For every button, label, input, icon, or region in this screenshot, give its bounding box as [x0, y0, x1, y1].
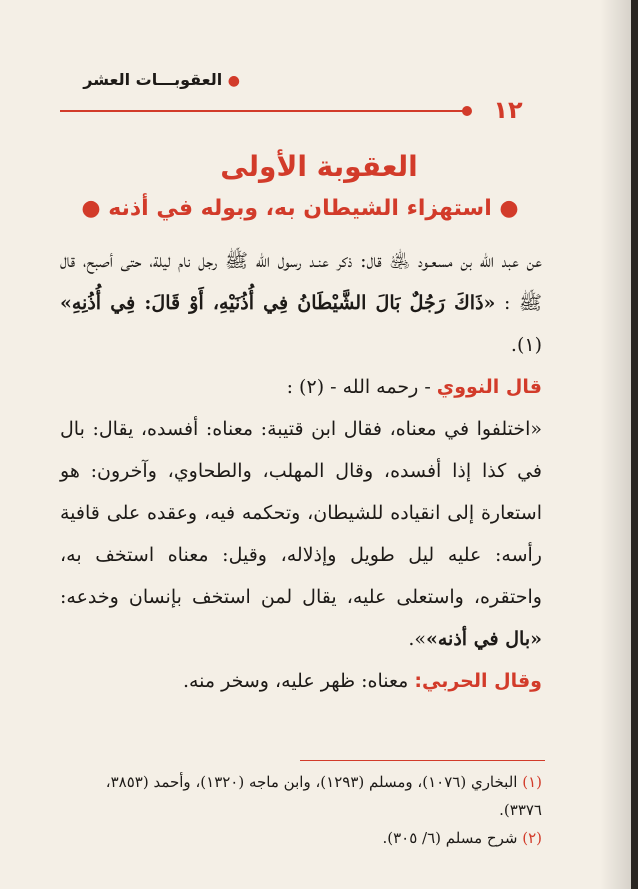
footnote-1 — [60, 768, 542, 824]
footnote-number: (٢) — [522, 829, 542, 847]
nawawi-paragraph — [60, 408, 542, 660]
footnote-text: البخاري (١٠٧٦)، ومسلم (١٢٩٣)، وابن ماجه (١٣٢٠)، وأحمد (٣٨٥٣، ٣٣٧٦). — [105, 773, 542, 819]
nawawi-rest: - رحمه الله - (٢) : — [286, 376, 437, 398]
book-spine — [631, 0, 638, 889]
footnote-number: (١) — [522, 773, 542, 791]
header-rule — [60, 110, 465, 112]
harbi-label: وقال الحربي: — [414, 670, 542, 692]
footnote-text: شرح مسلم (٦/ ٣٠٥). — [382, 829, 523, 847]
main-text — [60, 240, 542, 702]
footnotes — [60, 768, 542, 852]
header-rule-dot — [462, 106, 472, 116]
footnote-2 — [60, 824, 542, 852]
nawawi-label: قال النووي — [436, 376, 542, 398]
section-heading: ● استهزاء الشيطان به، وبوله في أذنه ● — [81, 196, 519, 221]
nawawi-heading — [60, 366, 542, 408]
harbi-paragraph — [60, 660, 542, 702]
page-number: ١٢ — [493, 96, 523, 124]
footnote-rule — [300, 760, 545, 761]
chapter-title: العقوبة الأولى — [220, 150, 418, 183]
header-bullet: ● — [227, 73, 240, 89]
harbi-text: معناه: ظهر عليه، وسخر منه. — [182, 670, 415, 692]
page-gutter-shadow — [600, 0, 631, 889]
footnote-ref-1: (١). — [510, 334, 542, 356]
hadith-quote: «ذَاكَ رَجُلٌ بَالَ الشَّيْطَانُ فِي أُذُنَيْهِ، أَوْ قَالَ: فِي أُذُنِهِ» — [60, 292, 496, 314]
running-header — [60, 70, 240, 89]
nawawi-text: «اختلفوا في معناه، فقال ابن قتيبة: معناه: أفسده، يقال: بال في كذا إذا أفسده، وقال المهلب، والطحاوي، وآخرون: هو استعارة إلى انقياده للشيطان، وتحكمه فيه، وعقده على قافية رأسه: عليه ليل طويل وإذلاله، وقيل: معناه استخف به، واحتقره، واستعلى عليه، يقال لمن استخف بإنسان وخدعه: — [60, 418, 542, 608]
hadith-paragraph — [60, 240, 542, 366]
nawawi-quote: «بال في أذنه» — [426, 628, 542, 650]
book-title: العقوبـــات العشر — [83, 70, 223, 89]
hadith-intro: عن عبد الله بن مسعـود ﵁ قال: ذكر عنـد رسول الله ﷺ رجل نام ليلة، حتى أصبح، قال ﷺ : — [60, 250, 543, 314]
nawawi-end: ». — [408, 628, 426, 650]
